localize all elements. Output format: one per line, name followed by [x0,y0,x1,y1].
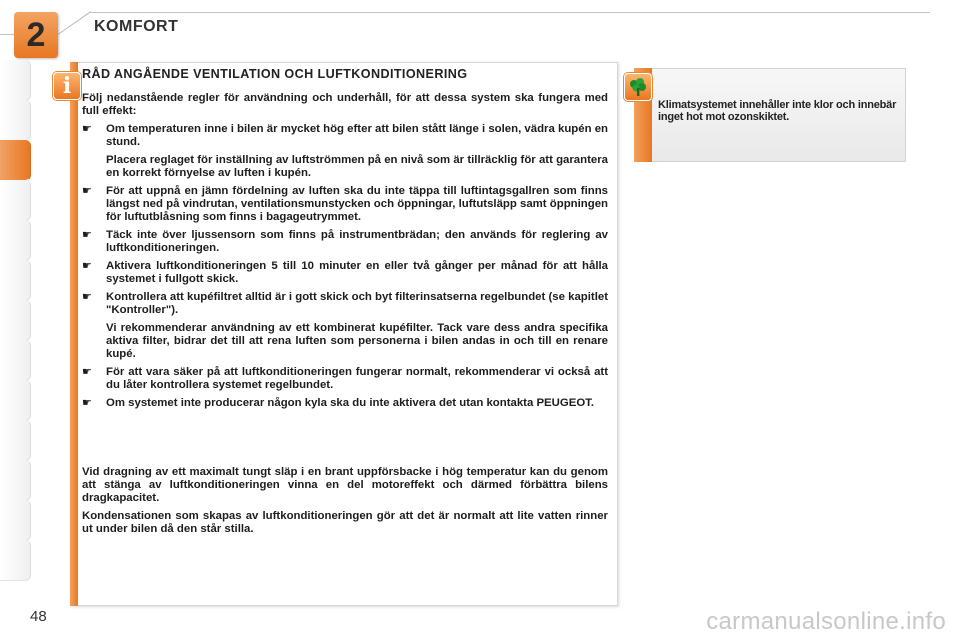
pointing-hand-icon: ☛ [82,185,92,197]
list-item-subtext: Vi rekommenderar användning av ett kombinerat kupéfilter. Tack vare dess andra specifika aktiva filter, bidrar det till att rena luften som personerna i bilen andas in och till en renare kupé. [106,322,608,360]
chapter-tab[interactable] [0,260,31,301]
chapter-tab[interactable] [0,340,31,381]
chapter-tab[interactable] [0,140,31,181]
page-number: 48 [30,608,47,625]
header-rule-diagonal [58,11,91,35]
info-icon [53,72,81,100]
chapter-tab[interactable] [0,380,31,421]
main-panel-stripe [70,62,78,606]
list-item-text: För att uppnå en jämn fördelning av luften ska du inte täppa till luftintagsgallren som finns längst ned på vindrutan, ventilationsmunstycken och öppningar, luftutsläpp samt öppningen för luftutblåsning som finns i bagageutrymmet. [106,185,608,223]
pointing-hand-icon: ☛ [82,366,92,378]
pointing-hand-icon: ☛ [82,397,92,409]
chapter-tab[interactable] [0,420,31,461]
chapter-number: 2 [26,16,46,54]
list-item [82,397,608,410]
leaf-icon [624,73,652,101]
chapter-tab[interactable] [0,220,31,261]
leaf-icon-svg [625,74,651,100]
chapter-tab[interactable] [0,100,31,141]
list-item-text: Om systemet inte producerar någon kyla ska du inte aktivera det utan kontakta PEUGEOT. [106,397,595,409]
list-item [82,260,608,286]
list-item [82,366,608,392]
pointing-hand-icon: ☛ [82,260,92,272]
list-item [82,291,608,361]
chapter-tab[interactable] [0,500,31,541]
note-paragraph: Vid dragning av ett maximalt tungt släp i en brant uppförsbacke i hög temperatur kan du genom att stänga av luftkonditioneringen vinna en del motoreffekt och därmed förbättra bilens dragkapacitet. [82,466,608,504]
header-rule-left [0,34,14,35]
list-item-text: Kontrollera att kupéfiltret alltid är i gott skick och byt filterinsatserna regelbundet (se kapitlet "Kontroller"). [106,291,608,316]
chapter-title: KOMFORT [94,18,179,35]
chapter-tab[interactable] [0,300,31,341]
chapter-tab[interactable] [0,460,31,501]
bottom-notes [82,466,608,541]
list-item-text: Om temperaturen inne i bilen är mycket hög efter att bilen stått länge i solen, vädra kupén en stund. [106,123,608,148]
chapter-tab[interactable] [0,180,31,221]
list-item-subtext: Placera reglaget för inställning av luftströmmen på en nivå som är tillräcklig för att garantera en korrekt förnyelse av luften i kupén. [106,154,608,179]
chapter-tab[interactable] [0,540,31,581]
pointing-hand-icon: ☛ [82,123,92,135]
list-item-text: Aktivera luftkonditioneringen 5 till 10 minuter en eller två gånger per månad för att hålla systemet i fullgott skick. [106,260,608,285]
pointing-hand-icon: ☛ [82,229,92,241]
list-item-text: Täck inte över ljussensorn som finns på instrumentbrädan; den används för reglering av luftkonditioneringen. [106,229,608,254]
intro-paragraph: Följ nedanstående regler för användning och underhåll, för att dessa system ska fungera med full effekt: [82,92,608,117]
header-rule [90,12,930,13]
list-item [82,123,608,180]
list-item-text: För att vara säker på att luftkonditioneringen fungerar normalt, rekommenderar vi också att du låter kontrollera systemet regelbundet. [106,366,608,391]
eco-note-text: Klimatsystemet innehåller inte klor och innebär inget hot mot ozonskiktet. [658,99,897,123]
main-content [82,66,608,415]
note-paragraph: Kondensationen som skapas av luftkonditioneringen gör att det är normalt att lite vatten rinner ut under bilen då den står stilla. [82,510,608,535]
pointing-hand-icon: ☛ [82,291,92,303]
chapter-tabs [0,60,32,580]
info-glyph: i [62,73,72,99]
list-item [82,185,608,224]
watermark: carmanualsonline.info [706,608,946,635]
advice-list [82,123,608,410]
chapter-tab[interactable] [0,60,31,101]
section-title: RÅD ANGÅENDE VENTILATION OCH LUFTKONDITIONERING [82,67,468,81]
chapter-badge [14,12,58,58]
list-item [82,229,608,255]
